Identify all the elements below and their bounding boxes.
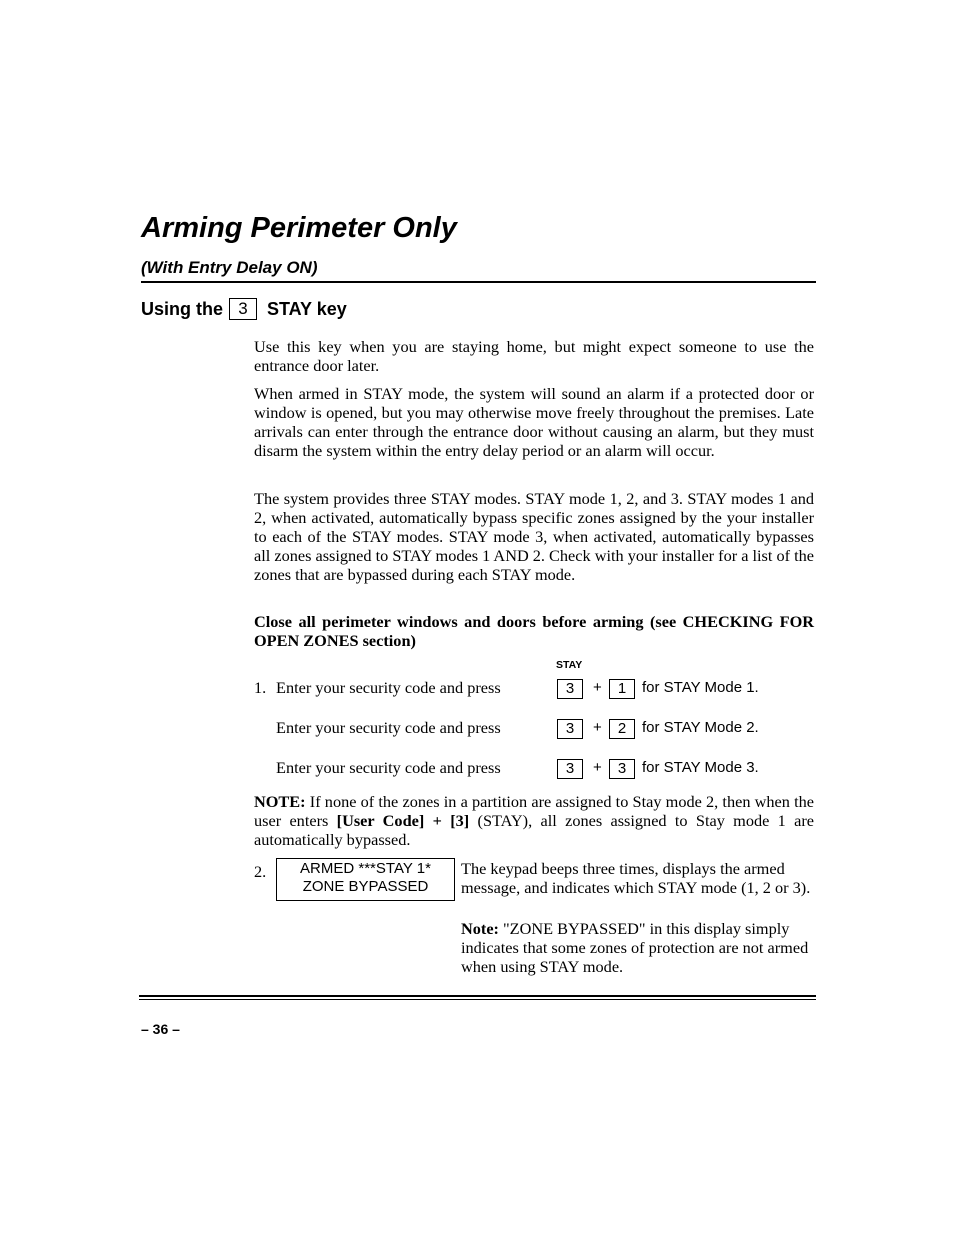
plus-sign: + — [593, 719, 602, 736]
page-number: – 36 – — [141, 1021, 180, 1037]
page-subtitle: (With Entry Delay ON) — [141, 258, 318, 277]
display-line-2: ZONE BYPASSED — [302, 878, 429, 895]
plus-sign: + — [593, 759, 602, 776]
step2-description: The keypad beeps three times, displays the armed message, and indicates which STAY mode (1, 2 or 3). — [461, 859, 811, 897]
mode-label: for STAY Mode 2. — [642, 719, 759, 736]
note-text-2: (STAY), all zones assigned to Stay mode 1 are automatically bypassed. — [254, 811, 815, 849]
section-heading-suffix: STAY key — [267, 298, 347, 319]
step2-note-text: "ZONE BYPASSED" in this display simply indicates that some zones of protection are not armed when using STAY mode. — [461, 919, 809, 976]
note-label: NOTE: — [254, 792, 306, 811]
stay-key-caption: STAY — [556, 659, 583, 671]
paragraph-stay-modes: The system provides three STAY modes. STAY mode 1, 2, and 3. STAY modes 1 and 2, when activated, automatically bypass specific zones assigned by the your installer to each of the STAY modes. STAY mode 3, when activated, automatically bypasses all zones assigned to STAY modes 1 AND 2. Check with your installer for a list of the zones that are bypassed during each STAY mode. — [254, 489, 815, 584]
step-row-mode-2 — [254, 718, 814, 740]
note-user-code: [User Code] + [3] — [336, 811, 470, 830]
footer-divider — [139, 995, 816, 997]
step-number: 1. — [254, 678, 267, 697]
key-3-box: 3 — [557, 679, 583, 699]
step-row-mode-1 — [254, 678, 814, 700]
key-3-box: 3 — [557, 759, 583, 779]
step2-note — [461, 919, 815, 976]
step-row-mode-3 — [254, 758, 814, 780]
display-line-1: ARMED ***STAY 1* — [300, 860, 431, 877]
section-key-box: 3 — [229, 298, 257, 320]
step-text: Enter your security code and press — [276, 678, 501, 697]
step-number-2: 2. — [254, 862, 267, 881]
footer-divider-thin — [139, 999, 816, 1000]
key-3-box: 3 — [557, 719, 583, 739]
key-1-box: 1 — [609, 679, 635, 699]
paragraph-intro: Use this key when you are staying home, but might expect someone to use the entrance door later. — [254, 337, 814, 375]
keypad-display — [276, 858, 455, 901]
page-title: Arming Perimeter Only — [141, 212, 457, 244]
key-3-box: 3 — [609, 759, 635, 779]
header-divider — [141, 281, 816, 283]
step-text: Enter your security code and press — [276, 758, 501, 777]
mode-label: for STAY Mode 3. — [642, 759, 759, 776]
warning-text: Close all perimeter windows and doors before arming (see CHECKING FOR OPEN ZONES section) — [254, 612, 814, 650]
key-2-box: 2 — [609, 719, 635, 739]
step-text: Enter your security code and press — [276, 718, 501, 737]
plus-sign: + — [593, 679, 602, 696]
section-heading-prefix: Using the — [141, 298, 224, 319]
section-heading — [141, 298, 347, 320]
note-text-1: If none of the zones in a partition are assigned to Stay mode 2, then when the user enters — [254, 792, 814, 830]
note-paragraph — [254, 792, 814, 849]
paragraph-stay-mode: When armed in STAY mode, the system will sound an alarm if a protected door or window is opened, but you may otherwise move freely throughout the premises. Late arrivals can enter through the entrance door without causing an alarm, but they must disarm the system within the entry delay period or an alarm will occur. — [254, 384, 814, 460]
mode-label: for STAY Mode 1. — [642, 679, 759, 696]
step2-note-label: Note: — [461, 919, 499, 938]
